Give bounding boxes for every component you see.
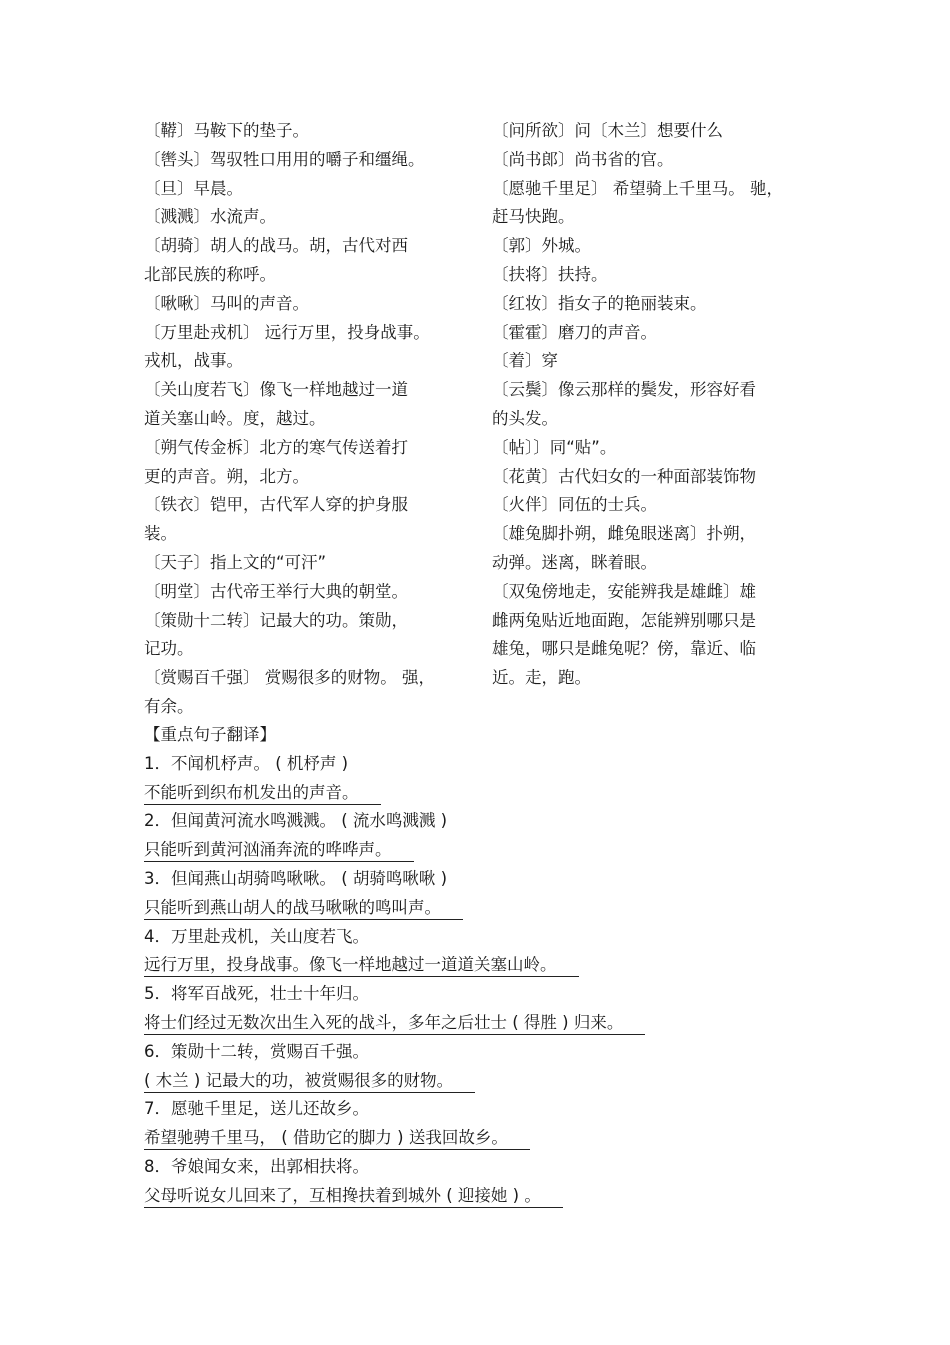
glossary-line: 〔尚书郎〕尚书省的官。: [492, 149, 674, 169]
glossary-line: 雌两兔贴近地面跑，怎能辨别哪只是: [492, 610, 756, 630]
translation-text: 只能听到燕山胡人的战马啾啾的鸣叫声。: [144, 896, 463, 920]
glossary-line: 〔云鬓〕像云那样的鬓发，形容好看: [492, 380, 756, 400]
translation-line: [144, 1067, 804, 1096]
translation-line: [144, 1182, 804, 1211]
translation-text: 将士们经过无数次出生入死的战斗，多年之后壮士 ( 得胜 ) 归来。: [144, 1011, 645, 1035]
glossary-line: 雄兔，哪只是雌兔呢？傍，靠近、临: [492, 639, 756, 659]
translation-line: [144, 894, 804, 923]
glossary-line: 道关塞山岭。度，越过。: [144, 408, 326, 428]
translation-text: 希望驰骋千里马， ( 借助它的脚力 ) 送我回故乡。: [144, 1126, 530, 1150]
glossary-line: 〔着〕穿: [492, 351, 558, 371]
glossary-line: 记功。: [144, 639, 194, 659]
glossary-line: 〔花黄〕古代妇女的一种面部装饰物: [492, 466, 756, 486]
translation-line: [144, 1009, 804, 1038]
original-sentence: 2．但闻黄河流水鸣溅溅。 ( 流水鸣溅溅 ): [144, 811, 448, 831]
glossary-line: 近。走，跑。: [492, 668, 591, 688]
glossary-line: 〔雄兔脚扑朔，雌兔眼迷离〕扑朔，: [492, 524, 756, 544]
glossary-line: 〔霍霍〕磨刀的声音。: [492, 322, 657, 342]
translation-text: 父母听说女儿回来了，互相搀扶着到城外 ( 迎接她 ) 。: [144, 1184, 563, 1208]
glossary-line: 〔赏赐百千强〕 赏赐很多的财物。 强，: [144, 668, 435, 688]
original-sentence: 6．策勋十二转，赏赐百千强。: [144, 1041, 369, 1061]
glossary-line: 〔天子〕指上文的“可汗”: [144, 552, 327, 572]
section-heading: 【重点句子翻译】: [144, 725, 276, 744]
translation-line: [144, 1124, 804, 1153]
translation-text: 不能听到织布机发出的声音。: [144, 781, 381, 805]
glossary-line: 〔啾啾〕马叫的声音。: [144, 293, 309, 313]
glossary-left-column: [144, 117, 454, 722]
glossary-line: 〔帖〕〕同“贴”。: [492, 437, 617, 457]
glossary-line: 〔问所欲〕问〔木兰〕想要什么: [492, 121, 723, 140]
original-sentence: 8．爷娘闻女来，出郭相扶将。: [144, 1156, 369, 1176]
translation-line: [144, 779, 804, 808]
translation-text: 只能听到黄河汹涌奔流的哗哗声。: [144, 838, 414, 862]
glossary-line: 〔辔头〕驾驭牲口用用的嚼子和缰绳。: [144, 149, 425, 169]
glossary-line: 的头发。: [492, 408, 558, 428]
glossary-line: 〔火伴〕同伍的士兵。: [492, 495, 657, 515]
glossary-line: 〔万里赴戎机〕 远行万里，投身战事。: [144, 322, 430, 342]
original-sentence: 1．不闻机杼声。 ( 机杼声 ): [144, 753, 349, 773]
glossary-line: 〔郭〕外城。: [492, 236, 591, 256]
glossary-line: 〔关山度若飞〕像飞一样地越过一道: [144, 380, 408, 400]
glossary-line: 〔铁衣〕铠甲，古代军人穿的护身服: [144, 495, 408, 515]
sentence-translation-section: [144, 721, 804, 1211]
sentence-list: [144, 750, 804, 1211]
glossary-line: 〔双兔傍地走，安能辨我是雄雌〕雄: [492, 581, 756, 601]
original-sentence: 3．但闻燕山胡骑鸣啾啾。 ( 胡骑鸣啾啾 ): [144, 868, 448, 888]
glossary-line: 〔策勋十二转〕记最大的功。策勋，: [144, 610, 408, 630]
translation-text: ( 木兰 ) 记最大的功，被赏赐很多的财物。: [144, 1069, 475, 1093]
translation-line: [144, 951, 804, 980]
glossary-line: 〔溅溅〕水流声。: [144, 207, 276, 227]
translation-text: 远行万里，投身战事。像飞一样地越过一道道关塞山岭。: [144, 953, 579, 977]
original-sentence: 4．万里赴戎机，关山度若飞。: [144, 926, 369, 946]
original-sentence: 7．愿驰千里足，送儿还故乡。: [144, 1099, 369, 1119]
glossary-line: 动弹。迷离，眯着眼。: [492, 552, 657, 572]
glossary-line: 〔鞯〕马鞍下的垫子。: [144, 121, 309, 140]
glossary-line: 〔朔气传金柝〕北方的寒气传送着打: [144, 437, 408, 457]
glossary-line: 〔愿驰千里足〕 希望骑上千里马。 驰，: [492, 178, 783, 198]
glossary-line: 有余。: [144, 696, 194, 716]
translation-line: [144, 836, 804, 865]
glossary-line: 戎机，战事。: [144, 351, 243, 371]
original-sentence: 5．将军百战死，壮士十年归。: [144, 984, 369, 1004]
glossary-line: 〔扶将〕扶持。: [492, 264, 608, 284]
glossary-line: 北部民族的称呼。: [144, 264, 276, 284]
glossary-line: 〔红妆〕指女子的艳丽装束。: [492, 293, 707, 313]
glossary-line: 〔胡骑〕胡人的战马。胡，古代对西: [144, 236, 408, 256]
glossary-line: 〔旦〕早晨。: [144, 178, 243, 198]
glossary-right-column: [492, 117, 798, 693]
glossary-line: 更的声音。朔，北方。: [144, 466, 309, 486]
glossary-line: 装。: [144, 524, 177, 544]
glossary-line: 赶马快跑。: [492, 207, 575, 227]
glossary-line: 〔明堂〕古代帝王举行大典的朝堂。: [144, 581, 408, 601]
